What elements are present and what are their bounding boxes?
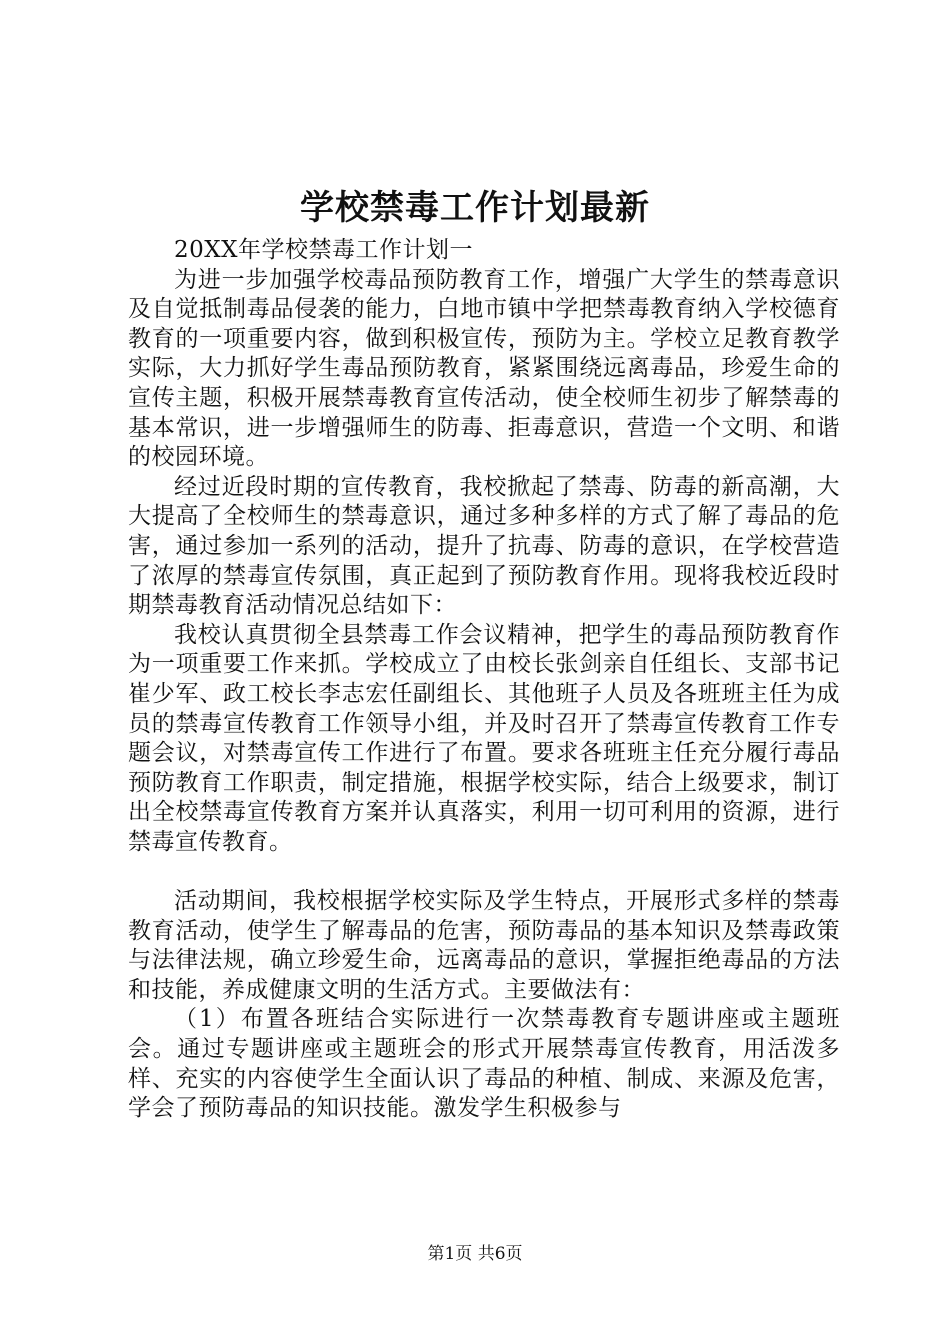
section-heading: 20XX年学校禁毒工作计划一 — [174, 237, 474, 263]
paragraph-1: 为进一步加强学校毒品预防教育工作，增强广大学生的禁毒意识及自觉抵制毒品侵袭的能力，白地市镇中学把禁毒教育纳入学校德育教育的一项重要内容，做到积极宣传，预防为主。学校立足教育教学实际，大力抓好学生毒品预防教育，紧紧围绕远离毒品，珍爱生命的宣传主题，积极开展禁毒教育宣传活动，使全校师生初步了解禁毒的基本常识，进一步增强师生的防毒、拒毒意识，营造一个文明、和谐的校园环境。 — [128, 266, 840, 471]
document-body — [128, 236, 840, 1124]
paragraph-2: 经过近段时期的宣传教育，我校掀起了禁毒、防毒的新高潮，大大提高了全校师生的禁毒意识，通过多种多样的方式了解了毒品的危害，通过参加一系列的活动，提升了抗毒、防毒的意识，在学校营造了浓厚的禁毒宣传氛围，真正起到了预防教育作用。现将我校近段时期禁毒教育活动情况总结如下： — [128, 473, 840, 619]
paragraph-4: 活动期间，我校根据学校实际及学生特点，开展形式多样的禁毒教育活动，使学生了解毒品的危害，预防毒品的基本知识及禁毒政策与法律法规，确立珍爱生命，远离毒品的意识，掌握拒绝毒品的方法和技能，养成健康文明的生活方式。主要做法有： — [128, 888, 840, 1003]
paragraph-3: 我校认真贯彻全县禁毒工作会议精神，把学生的毒品预防教育作为一项重要工作来抓。学校成立了由校长张剑亲自任组长、支部书记崔少军、政工校长李志宏任副组长、其他班子人员及各班班主任为成员的禁毒宣传教育工作领导小组，并及时召开了禁毒宣传教育工作专题会议，对禁毒宣传工作进行了布置。要求各班班主任充分履行毒品预防教育工作职责，制定措施，根据学校实际，结合上级要求，制订出全校禁毒宣传教育方案并认真落实，利用一切可利用的资源，进行禁毒宣传教育。 — [128, 621, 840, 855]
document-title: 学校禁毒工作计划最新 — [300, 188, 650, 228]
paragraph-5: （1）布置各班结合实际进行一次禁毒教育专题讲座或主题班会。通过专题讲座或主题班会的形式开展禁毒宣传教育，用活泼多样、充实的内容使学生全面认识了毒品的种植、制成、来源及危害，学会了预防毒品的知识技能。激发学生积极参与 — [128, 1006, 840, 1122]
page-footer: 第1页 共6页 — [427, 1244, 523, 1264]
